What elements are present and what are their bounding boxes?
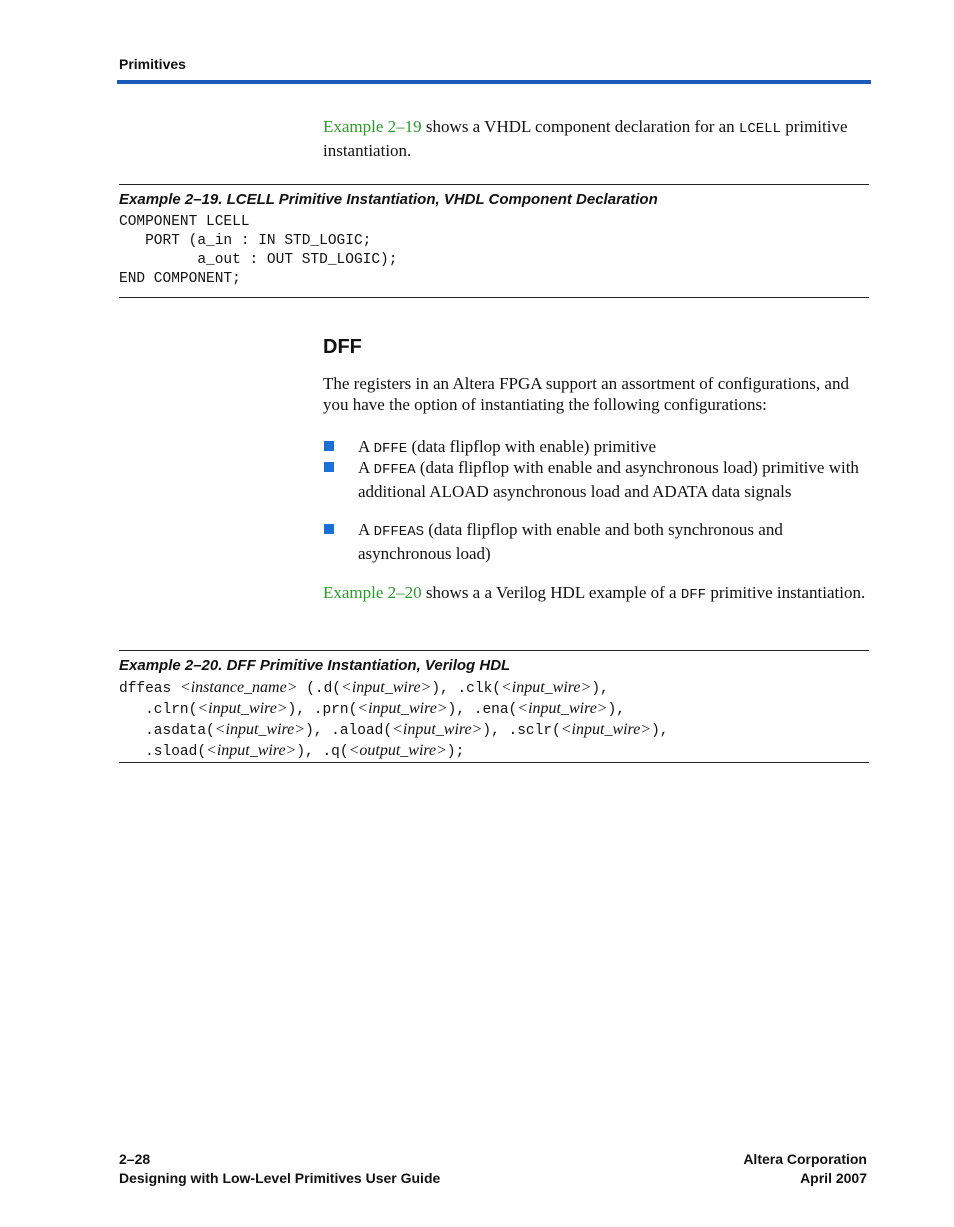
code-line: COMPONENT LCELL <box>119 214 250 230</box>
bullet-item-dffea <box>358 457 868 502</box>
example-2-19-link[interactable]: Example 2–19 <box>323 117 422 136</box>
bullet-pre: A <box>358 458 374 477</box>
footer-company: Altera Corporation <box>743 1151 867 1167</box>
ex20-text-b: primitive instantiation. <box>706 583 866 602</box>
dff-paragraph: The registers in an Altera FPGA support an assortment of configurations, and you have the option of instantiating the following configurations: <box>323 374 849 414</box>
bullet-code: DFFE <box>373 441 408 457</box>
example-20-paragraph <box>323 582 869 606</box>
example-2-20-link[interactable]: Example 2–20 <box>323 583 422 602</box>
code-line: a_out : OUT STD_LOGIC); <box>119 252 398 268</box>
bullet-post: (data flipflop with enable and asynchronous load) primitive with additional ALOAD asynchronous load and ADATA data signals <box>358 458 859 501</box>
example-19-bottom-rule <box>119 297 869 298</box>
code-line: .sload(<input_wire>), .q(<output_wire>); <box>119 742 465 760</box>
example-20-code <box>119 678 669 762</box>
code-line: END COMPONENT; <box>119 271 241 287</box>
dff-heading: DFF <box>323 336 362 358</box>
bullet-square-icon <box>324 441 334 451</box>
section-header-label: Primitives <box>119 56 186 72</box>
example-19-title: Example 2–19. LCELL Primitive Instantiation, VHDL Component Declaration <box>119 191 658 208</box>
code-line: .asdata(<input_wire>), .aload(<input_wire>), .sclr(<input_wire>), <box>119 721 669 739</box>
example-20-bottom-rule <box>119 762 869 763</box>
bullet-code: DFFEA <box>373 462 416 478</box>
intro-text-a: shows a VHDL component declaration for an <box>421 117 739 136</box>
code-line: PORT (a_in : IN STD_LOGIC; <box>119 233 372 249</box>
footer-document-title: Designing with Low-Level Primitives User Guide <box>119 1170 441 1186</box>
ex20-text-a: shows a a Verilog HDL example of a <box>421 583 681 602</box>
bullet-post: (data flipflop with enable) primitive <box>407 437 656 456</box>
header-rule <box>117 80 871 84</box>
footer-page-number: 2–28 <box>119 1151 151 1167</box>
example-20-title: Example 2–20. DFF Primitive Instantiation, Verilog HDL <box>119 657 511 674</box>
bullet-item-dffeas <box>358 519 868 564</box>
example-19-code <box>119 213 397 289</box>
footer-date: April 2007 <box>800 1170 867 1186</box>
bullet-post: (data flipflop with enable and both synchronous and asynchronous load) <box>358 520 783 563</box>
bullet-pre: A <box>358 437 374 456</box>
example-19-top-rule <box>119 184 869 185</box>
code-line: dffeas <instance_name> (.d(<input_wire>), .clk(<input_wire>), <box>119 679 609 697</box>
code-line: .clrn(<input_wire>), .prn(<input_wire>), .ena(<input_wire>), <box>119 700 626 718</box>
ex20-code-dff: DFF <box>680 587 707 603</box>
intro-text-b: primitive instantiation. <box>323 117 848 160</box>
bullet-square-icon <box>324 524 334 534</box>
bullet-pre: A <box>358 520 374 539</box>
intro-paragraph <box>323 116 869 161</box>
bullet-code: DFFEAS <box>373 524 425 540</box>
example-20-top-rule <box>119 650 869 651</box>
intro-code-lcell: LCELL <box>738 121 781 137</box>
bullet-square-icon <box>324 462 334 472</box>
